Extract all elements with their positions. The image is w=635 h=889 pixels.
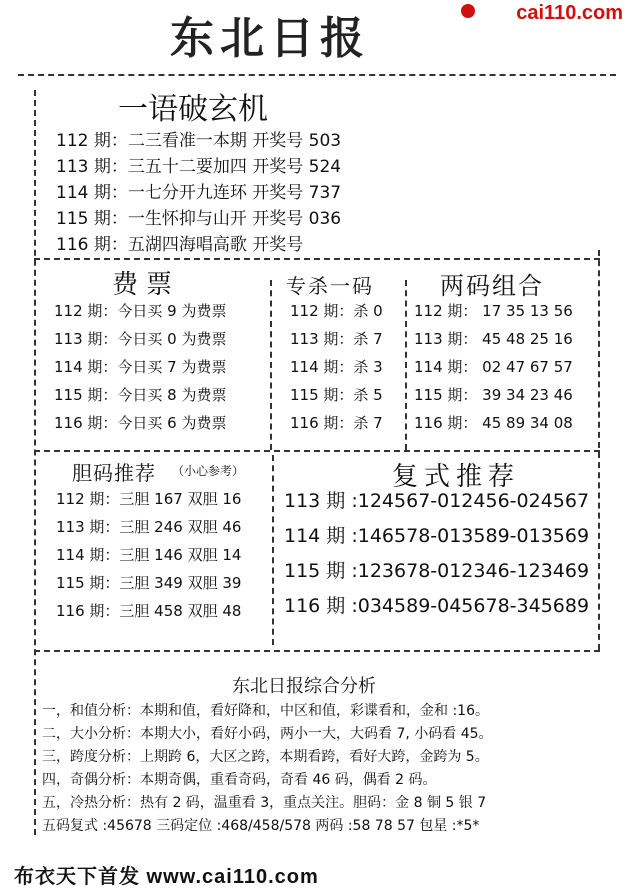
frame-top-line (18, 74, 616, 76)
list-item: 113 期 :124567-012456-024567 (284, 490, 590, 512)
list-item: 115 期 :123678-012346-123469 (284, 560, 590, 582)
divider-1 (34, 258, 600, 260)
list-item: 112 期： 17 35 13 56 (414, 302, 573, 320)
list-item: 115 期： 39 34 23 46 (414, 386, 573, 404)
analysis-list (42, 700, 493, 838)
list-item: 112 期：今日买 9 为费票 (54, 302, 227, 320)
list-item: 114 期：今日买 7 为费票 (54, 358, 227, 376)
list-item: 115 期：三胆 349 双胆 39 (56, 574, 242, 592)
analysis-title: 东北日报综合分析 (232, 676, 376, 697)
divider-3 (34, 650, 600, 652)
fushi-title: 复式推荐 (392, 462, 521, 492)
list-item: 115 期：杀 5 (290, 386, 383, 404)
list-item: 四，奇偶分析：本期奇偶，重看奇码，奇看 46 码，偶看 2 码。 (42, 772, 437, 788)
list-item: 116 期 :034589-045678-345689 (284, 595, 590, 617)
list-item: 112 期：三胆 167 双胆 16 (56, 490, 242, 508)
divider-v-1 (270, 280, 272, 450)
list-item: 113 期：杀 7 (290, 330, 383, 348)
liangma-list (414, 300, 573, 440)
danma-title: 胆码推荐 (72, 461, 156, 485)
divider-v-3 (272, 455, 274, 645)
list-item: 五码复式 :45678 三码定位 :468/458/578 两码 :58 78 57 包星 :*5* (42, 818, 480, 834)
feipiao-title: 费票 (112, 270, 181, 300)
list-item: 112 期：二三看准一本期 开奖号 503 (56, 131, 342, 151)
list-item: 116 期：今日买 6 为费票 (54, 414, 227, 432)
divider-2 (34, 450, 600, 452)
zhuansha-list (290, 300, 383, 440)
list-item: 114 期：杀 3 (290, 358, 383, 376)
list-item: 114 期：三胆 146 双胆 14 (56, 546, 242, 564)
list-item: 113 期： 45 48 25 16 (414, 330, 573, 348)
list-item: 116 期： 45 89 34 08 (414, 414, 573, 432)
feipiao-list (54, 300, 226, 440)
list-item: 115 期：今日买 8 为费票 (54, 386, 227, 404)
list-item: 113 期：三五十二要加四 开奖号 524 (56, 157, 342, 177)
danma-subtitle: （小心参考） (172, 464, 245, 478)
list-item: 五，冷热分析：热有 2 码，温重看 3，重点关注。胆码：金 8 铜 5 银 7 (42, 795, 487, 811)
list-item: 116 期：杀 7 (290, 414, 383, 432)
yiyu-list (56, 126, 341, 256)
divider-v-2 (405, 280, 407, 450)
list-item: 116 期：五湖四海唱高歌 开奖号 (56, 235, 304, 255)
list-item: 115 期：一生怀抑与山开 开奖号 036 (56, 209, 342, 229)
list-item: 113 期：今日买 0 为费票 (54, 330, 227, 348)
list-item: 一，和值分析：本期和值，看好降和，中区和值，彩谍看和，金和 :16。 (42, 703, 489, 719)
danma-list (56, 488, 241, 628)
site-url[interactable]: cai110.com (516, 2, 623, 24)
liangma-title: 两码组合 (440, 272, 544, 300)
zhuansha-title: 专杀一码 (286, 274, 374, 298)
footer-credit: 布衣天下首发 www.cai110.com (14, 866, 319, 888)
list-item: 114 期： 02 47 67 57 (414, 358, 573, 376)
list-item: 114 期：一七分开九连环 开奖号 737 (56, 183, 342, 203)
fushi-list (284, 486, 589, 626)
list-item: 113 期：三胆 246 双胆 46 (56, 518, 242, 536)
list-item: 二，大小分析：本期大小，看好小码，两小一大，大码看 7, 小码看 45。 (42, 726, 493, 742)
list-item: 114 期 :146578-013589-013569 (284, 525, 590, 547)
frame-left-line (34, 90, 36, 835)
yiyu-title: 一语破玄机 (118, 92, 268, 127)
site-logo-icon (461, 4, 475, 18)
list-item: 116 期：三胆 458 双胆 48 (56, 602, 242, 620)
list-item: 112 期：杀 0 (290, 302, 383, 320)
masthead-title: 东北日报 (170, 13, 370, 64)
list-item: 三，跨度分析：上期跨 6，大区之跨，本期看跨，看好大跨，金跨为 5。 (42, 749, 489, 765)
